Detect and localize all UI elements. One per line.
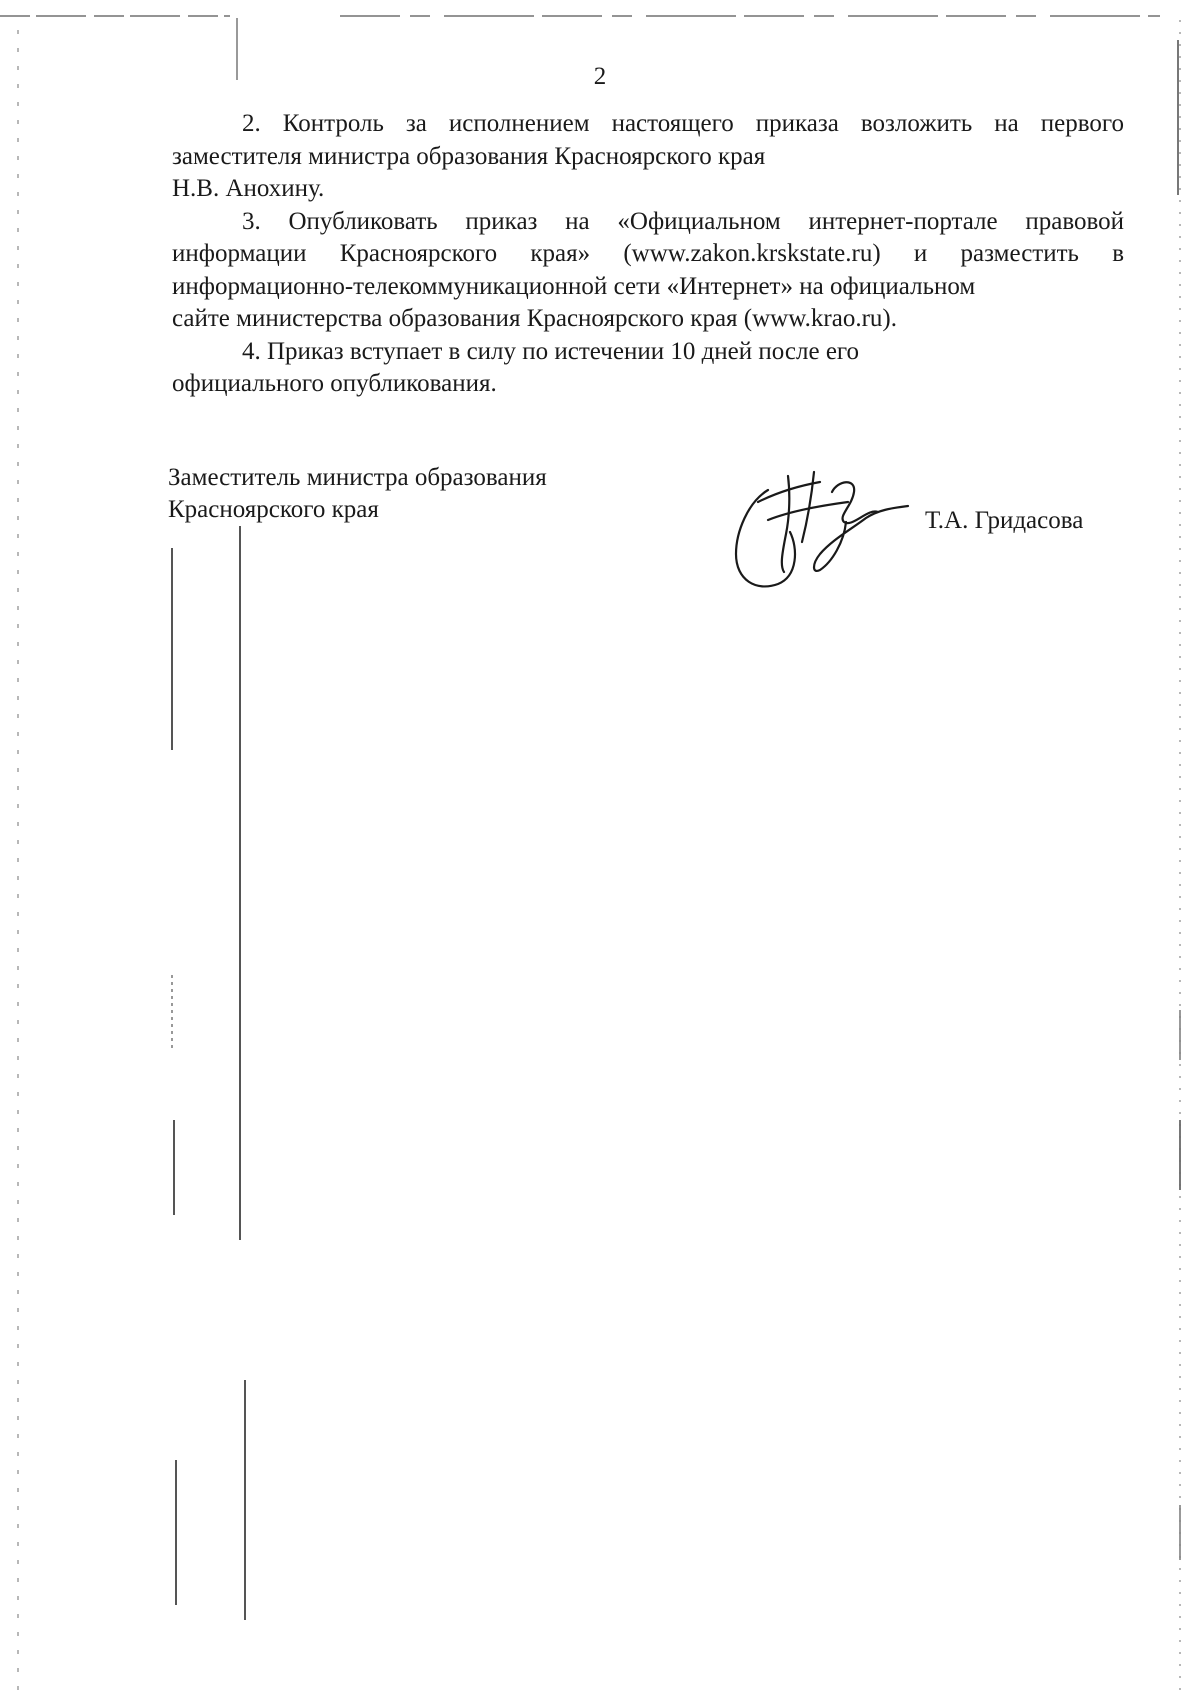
paragraph-effective-end: официального опубликования. [172,370,497,397]
paragraph-control: 2. Контроль за исполнением настоящего приказа возложить на первого заместителя министра образования Красноярского края [172,110,1124,170]
paragraph-publish: 3. Опубликовать приказ на «Официальном интернет-портале правовой информации Красноярского края» (www.zakon.krskstate.ru) и разместить в информационно-телекоммуникационной сети «Интернет» на официальном [172,207,1124,300]
signatory-position-line-1: Заместитель министра образования [168,464,547,491]
signatory-position-line-2: Красноярского края [168,496,379,523]
signatory-name: Т.А. Гридасова [925,507,1084,534]
paragraph-control-end: Н.В. Анохину. [172,175,325,202]
document-body [172,108,1124,401]
paragraph-effective: 4. Приказ вступает в силу по истечении 10 дней после его [242,337,860,365]
signatory-position [168,462,547,526]
paragraph-publish-end: сайте министерства образования Красноярского края (www.krao.ru). [172,305,897,332]
page-number: 2 [593,63,607,90]
handwritten-signature [728,462,918,597]
